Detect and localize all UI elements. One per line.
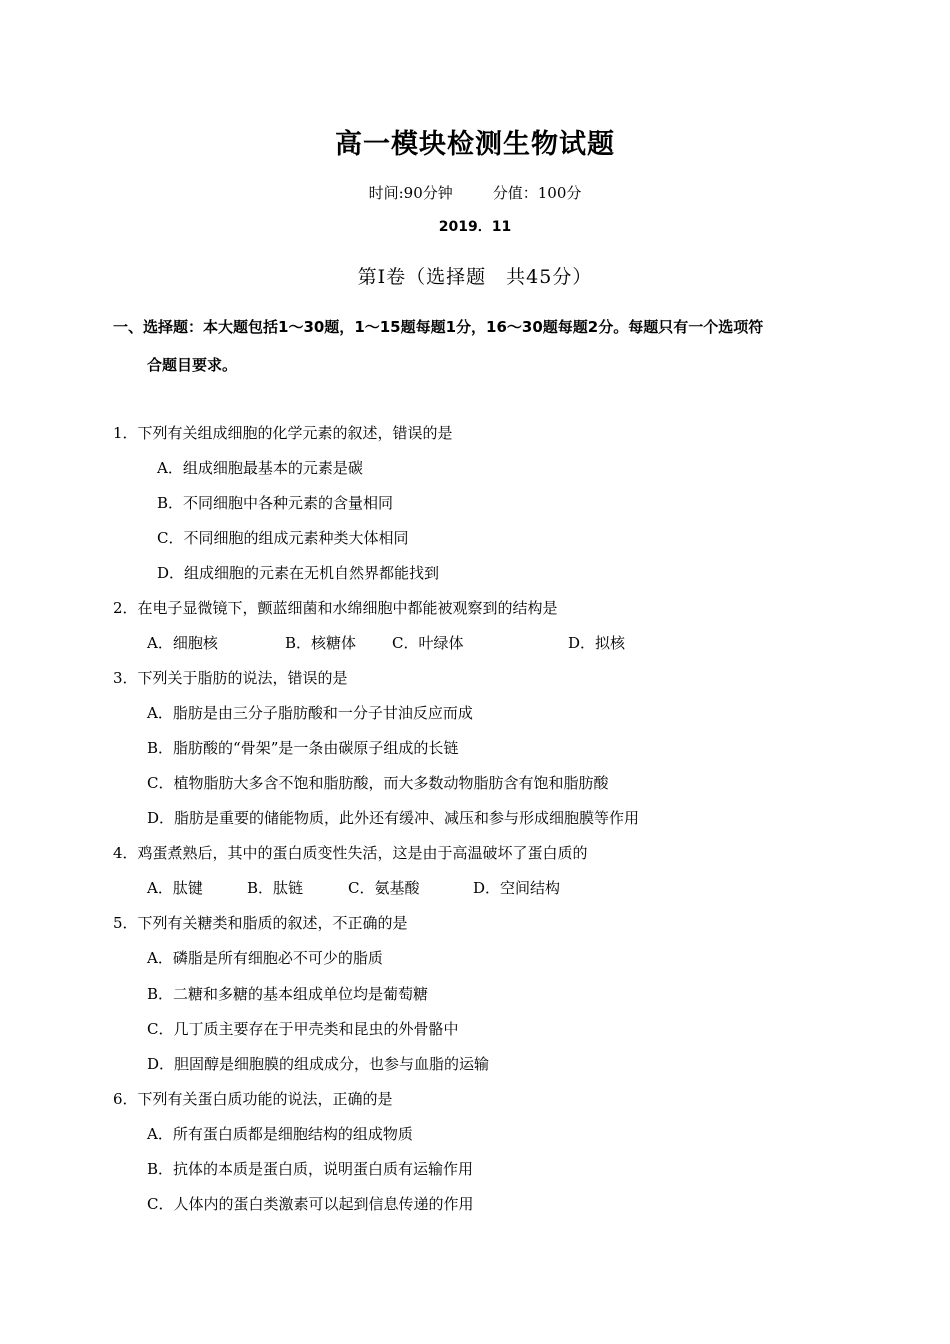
- question-3-option-b: B．脂肪酸的“骨架”是一条由碳原子组成的长链: [147, 739, 459, 757]
- question-4-option-c: C．氨基酸: [348, 879, 420, 897]
- question-2-option-c: C．叶绿体: [392, 634, 464, 652]
- question-5-stem: 5．下列有关糖类和脂质的叙述，不正确的是: [113, 914, 408, 932]
- question-3-option-c: C．植物脂肪大多含不饱和脂肪酸，而大多数动物脂肪含有饱和脂肪酸: [147, 774, 609, 792]
- question-2-option-a: A．细胞核: [147, 634, 218, 652]
- question-5-option-c: C．几丁质主要存在于甲壳类和昆虫的外骨骼中: [147, 1020, 459, 1038]
- question-3-stem: 3．下列关于脂肪的说法，错误的是: [113, 669, 348, 687]
- question-3-option-a: A．脂肪是由三分子脂肪酸和一分子甘油反应而成: [147, 704, 473, 722]
- question-3-option-d: D．脂肪是重要的储能物质，此外还有缓冲、减压和参与形成细胞膜等作用: [147, 809, 640, 827]
- exam-meta: [0, 182, 950, 203]
- question-6-option-c: C．人体内的蛋白类激素可以起到信息传递的作用: [147, 1195, 474, 1213]
- question-4-option-a: A．肽键: [147, 879, 203, 897]
- question-1-option-c: C．不同细胞的组成元素种类大体相同: [157, 529, 409, 547]
- question-6-option-a: A．所有蛋白质都是细胞结构的组成物质: [147, 1125, 413, 1143]
- question-2-option-b: B．核糖体: [285, 634, 357, 652]
- question-1-option-b: B．不同细胞中各种元素的含量相同: [157, 494, 394, 512]
- question-1-stem: 1．下列有关组成细胞的化学元素的叙述，错误的是: [113, 424, 453, 442]
- question-5-option-d: D．胆固醇是细胞膜的组成成分，也参与血脂的运输: [147, 1055, 490, 1073]
- exam-score: 分值：100分: [492, 184, 582, 202]
- section-heading: 第Ⅰ卷（选择题 共45分）: [357, 266, 593, 288]
- instruction-line-2: 合题目要求。: [147, 356, 238, 374]
- exam-time: 时间:90分钟: [368, 184, 453, 202]
- instruction-line-1: 一、选择题：本大题包括1～30题，1～15题每题1分，16～30题每题2分。每题只有一个选项符: [113, 318, 764, 336]
- question-1-option-a: A．组成细胞最基本的元素是碳: [157, 459, 363, 477]
- question-5-option-a: A．磷脂是所有细胞必不可少的脂质: [147, 949, 383, 967]
- question-6-option-b: B．抗体的本质是蛋白质，说明蛋白质有运输作用: [147, 1160, 474, 1178]
- question-2-option-d: D．拟核: [568, 634, 626, 652]
- question-1-option-d: D．组成细胞的元素在无机自然界都能找到: [157, 564, 440, 582]
- question-4-stem: 4．鸡蛋煮熟后，其中的蛋白质变性失活，这是由于高温破坏了蛋白质的: [113, 844, 588, 862]
- exam-title: 高一模块检测生物试题: [335, 129, 615, 160]
- exam-date: 2019．11: [438, 219, 512, 235]
- question-5-option-b: B．二糖和多糖的基本组成单位均是葡萄糖: [147, 985, 429, 1003]
- question-2-stem: 2．在电子显微镜下，颤蓝细菌和水绵细胞中都能被观察到的结构是: [113, 599, 558, 617]
- question-6-stem: 6．下列有关蛋白质功能的说法，正确的是: [113, 1090, 393, 1108]
- question-4-option-b: B．肽链: [247, 879, 304, 897]
- question-4-option-d: D．空间结构: [473, 879, 561, 897]
